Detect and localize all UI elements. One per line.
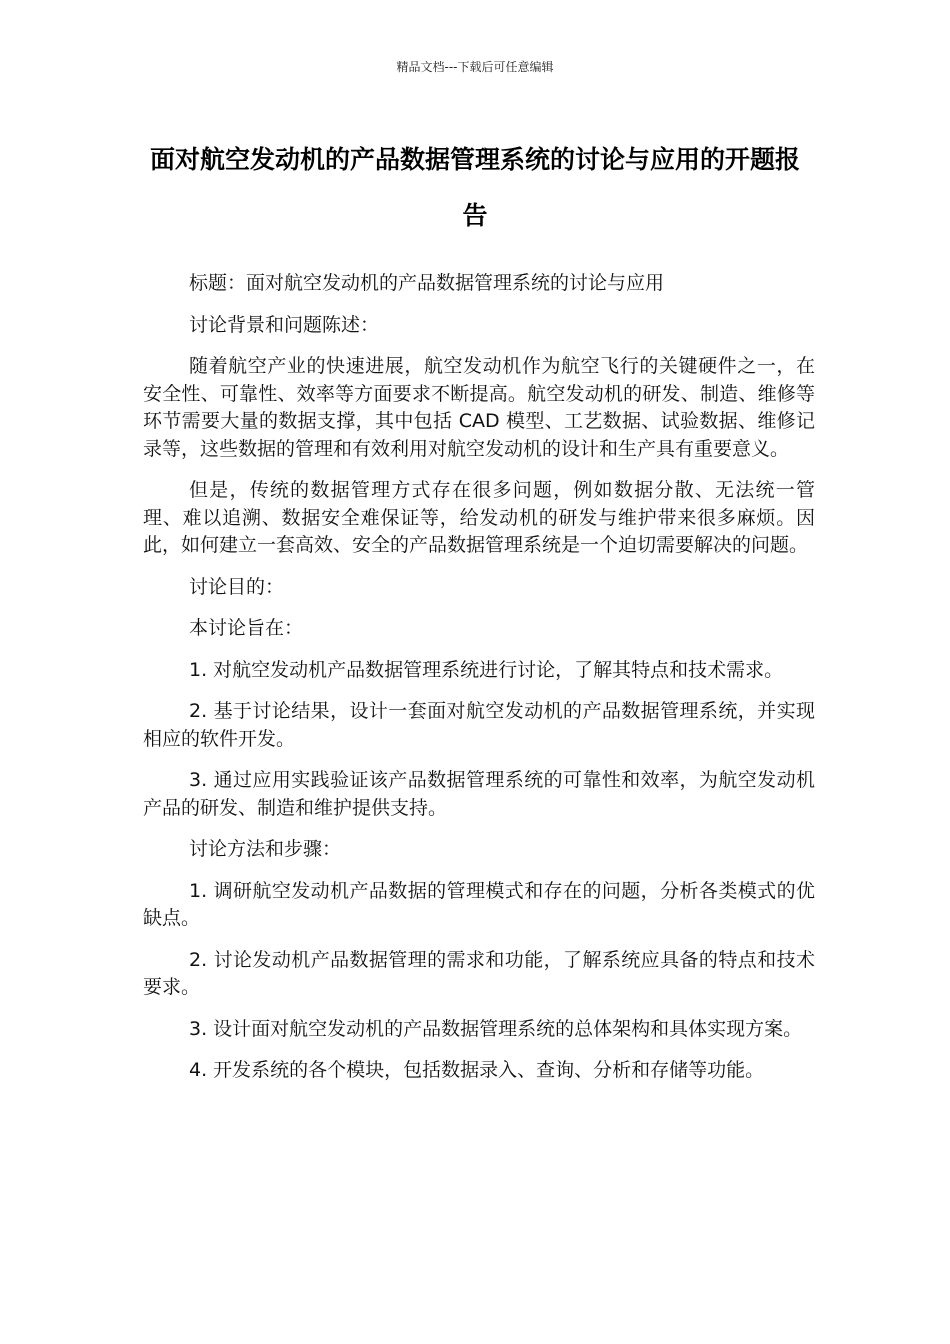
- paragraph-background-2: 但是，传统的数据管理方式存在很多问题，例如数据分散、无法统一管理、难以追溯、数据安全难保证等，给发动机的研发与维护带来很多麻烦。因此，如何建立一套高效、安全的产品数据管理系统是一个迫切需要解决的问题。: [143, 479, 815, 556]
- paragraph-method-heading: 讨论方法和步骤：: [189, 838, 342, 860]
- paragraph-background-1: 随着航空产业的快速进展，航空发动机作为航空飞行的关键硬件之一，在安全性、可靠性、效率等方面要求不断提高。航空发动机的研发、制造、维修等环节需要大量的数据支撑，其中包括 CAD 模型、工艺数据、试验数据、维修记录等，这些数据的管理和有效利用对航空发动机的设计和生产具有重要意义。: [143, 355, 815, 460]
- document-title: 面对航空发动机的产品数据管理系统的讨论与应用的开题报告: [149, 145, 800, 230]
- paragraph-purpose-item-3: 3. 通过应用实践验证该产品数据管理系统的可靠性和效率，为航空发动机产品的研发、制造和维护提供支持。: [143, 769, 815, 819]
- paragraph-background-heading: 讨论背景和问题陈述：: [189, 313, 380, 336]
- paragraph-method-item-4: 4. 开发系统的各个模块，包括数据录入、查询、分析和存储等功能。: [189, 1059, 765, 1081]
- paragraph-purpose-intro: 本讨论旨在：: [189, 617, 304, 639]
- paragraph-subject: 标题：面对航空发动机的产品数据管理系统的讨论与应用: [189, 272, 665, 294]
- paragraph-method-item-1: 1. 调研航空发动机产品数据的管理模式和存在的问题，分析各类模式的优缺点。: [143, 879, 815, 929]
- document-body: [143, 270, 815, 1099]
- paragraph-purpose-item-2: 2. 基于讨论结果，设计一套面对航空发动机的产品数据管理系统，并实现相应的软件开发。: [143, 700, 815, 750]
- paragraph-purpose-heading: 讨论目的：: [189, 575, 285, 598]
- paragraph-method-item-2: 2. 讨论发动机产品数据管理的需求和功能，了解系统应具备的特点和技术要求。: [143, 948, 815, 998]
- paragraph-method-item-3: 3. 设计面对航空发动机的产品数据管理系统的总体架构和具体实现方案。: [189, 1017, 803, 1040]
- page-header-note: 精品文档---下载后可任意编辑: [396, 60, 554, 74]
- paragraph-purpose-item-1: 1. 对航空发动机产品数据管理系统进行讨论，了解其特点和技术需求。: [189, 658, 784, 681]
